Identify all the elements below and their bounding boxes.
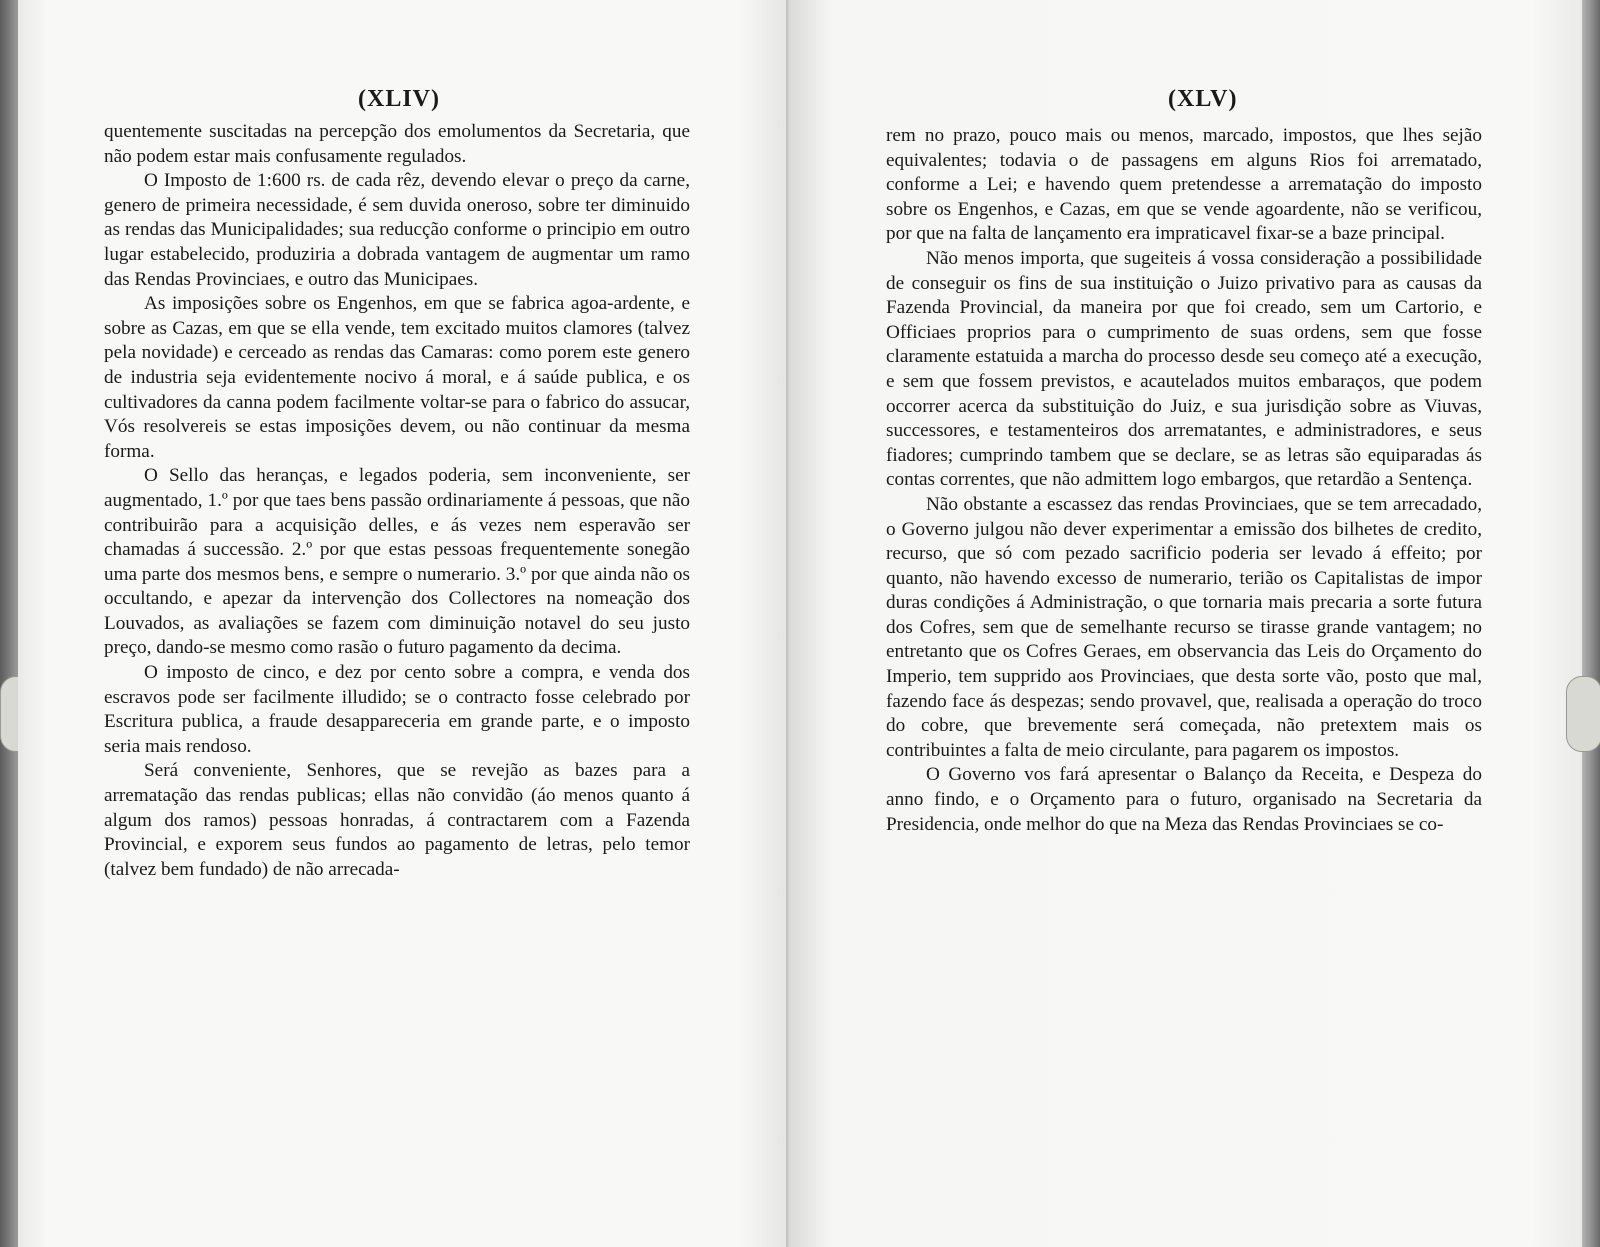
paragraph: Será conveniente, Senhores, que se revejão as bazes para a arrematação das rendas publicas; ellas não convidão (áo menos quanto á algum dos ramos) pessoas honradas, á contractarem com a Fazenda Provincial, e exporem seus fundos ao pagamento de letras, pelo temor (talvez bem fundado) de não arrecada- [104, 760, 690, 880]
right-binding-tab [1566, 676, 1600, 752]
paragraph: Não obstante a escassez das rendas Provinciaes, que se tem arrecadado, o Governo julgou não dever experimentar a emissão dos bilhetes de credito, recurso, que só com pezado sacrificio poderia ser levado á effeito; por quanto, não havendo excesso de numerario, terião os Capitalistas de impor duras condições á Administração, o que tornaria mais precaria a sorte futura dos Cofres, sem que de semelhante recurso se tirasse grande vantagem; no entretanto que os Cofres Geraes, em observancia das Leis do Orçamento do Imperio, tem supprido aos Provinciaes, que desta sorte vão, posto que mal, fazendo face ás despezas; sendo provavel, que, realisada a operação do troco do cobre, que brevemente será começada, não pretextem mais os contribuintes a falta de meio circulante, para pagarem os impostos. [886, 493, 1482, 761]
paragraph: Não menos importa, que sugeiteis á vossa consideração a possibilidade de conseguir os fins de sua instituição o Juizo privativo para as causas da Fazenda Provincial, da maneira por que foi creado, sem um Cartorio, e Officiaes proprios para o cumprimento de suas ordens, sem que fosse claramente estatuida a marcha do processo desde seu começo até a execução, e sem que fossem previstos, e acautelados muitos embaraços, que podem occorrer acerca da substituição do Juiz, e sua jurisdição sobre as Viuvas, successores, e testamenteiros dos arrematantes, e administradores, e seus fiadores; cumprindo tambem que se declare, se as letras são equiparadas ás contas correntes, que não admittem logo embargos, que retardão a Sentença. [886, 247, 1482, 491]
paragraph: O imposto de cinco, e dez por cento sobre a compra, e venda dos escravos pode ser facilmente illudido; se o contracto fosse celebrado por Escritura publica, a fraude desappareceria em grande parte, e o imposto seria mais rendoso. [104, 662, 690, 757]
right-page-number: (XLV) [1168, 86, 1238, 112]
paragraph: O Imposto de 1:600 rs. de cada rêz, devendo elevar o preço da carne, genero de primeira necessidade, é sem duvida oneroso, sobre ter diminuido as rendas das Municipalidades; sua reducção conforme o principio em outro lugar estabelecido, produziria a dobrada vantagem de augmentar um ramo das Rendas Provinciaes, e outro das Municipaes. [104, 170, 690, 290]
right-page-text [886, 124, 1482, 837]
left-page-number: (XLIV) [358, 86, 440, 112]
paragraph: O Sello das heranças, e legados poderia, sem inconveniente, ser augmentado, 1.º por que taes bens passão ordinariamente á pessoas, que não contribuirão para a acquisição delles, e ás vezes nem esperavão ser chamadas á successão. 2.º por que estas pessoas frequentemente sonegão uma parte dos mesmos bens, e sempre o numerario. 3.º por que ainda não os occultando, e apezar da intervenção dos Collectores na nomeação dos Louvados, as avaliações se fazem com diminuição notavel do seu justo preço, dando-se mesmo como rasão o futuro pagamento da decima. [104, 465, 690, 659]
paragraph: O Governo vos fará apresentar o Balanço da Receita, e Despeza do anno findo, e o Orçamento para o futuro, organisado na Secretaria da Presidencia, onde melhor do que na Meza das Rendas Provinciaes se co- [886, 764, 1482, 835]
paragraph: quentemente suscitadas na percepção dos emolumentos da Secretaria, que não podem estar mais confusamente regulados. [104, 121, 690, 167]
paragraph: As imposições sobre os Engenhos, em que se fabrica agoa-ardente, e sobre as Cazas, em que se ella vende, tem excitado muitos clamores (talvez pela novidade) e cerceado as rendas das Camaras: como porem este genero de industria seja evidentemente nocivo á moral, e á saúde publica, e os cultivadores da canna podem facilmente voltar-se para o fabrico do assucar, Vós resolvereis se estas imposições devem, ou não continuar da mesma forma. [104, 293, 690, 462]
left-page-text [104, 120, 690, 882]
right-page-edge [1582, 0, 1600, 1247]
paragraph: rem no prazo, pouco mais ou menos, marcado, impostos, que lhes sejão equivalentes; todavia o de passagens em alguns Rios foi arrematado, conforme a Lei; e havendo quem pretendesse a arrematação do imposto sobre os Engenhos, e Cazas, em que se vende agoardente, não se verificou, por que na falta de lançamento era impraticavel fixar-se a baze principal. [886, 125, 1482, 245]
left-page-edge [0, 0, 18, 1247]
